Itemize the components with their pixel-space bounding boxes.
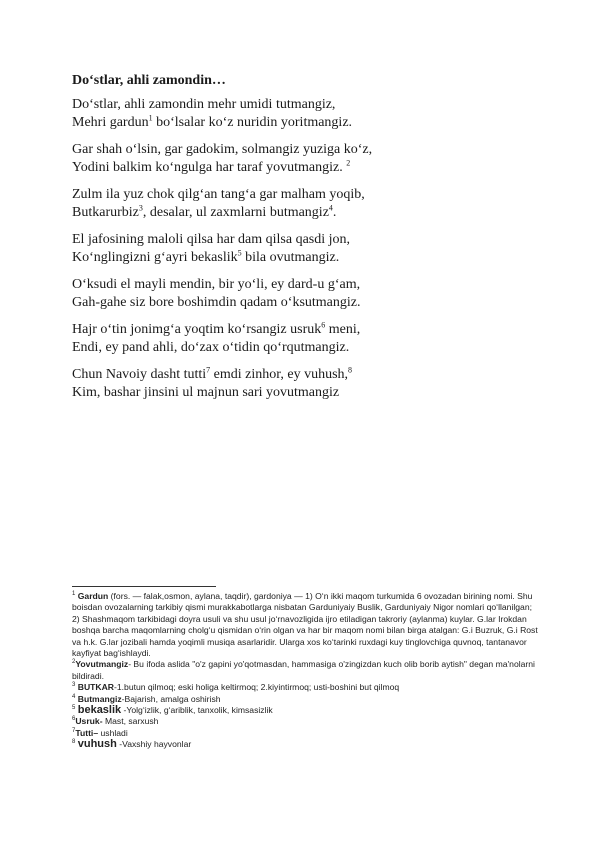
poem-line — [72, 294, 542, 312]
footnote-marker: 2 — [72, 659, 76, 666]
footnote-marker: 4 — [72, 693, 76, 700]
text-segment: Butkarurbiz — [72, 205, 139, 220]
poem-line — [72, 321, 542, 339]
footnote-term: Butmangiz — [77, 693, 122, 704]
text-segment: -Vaxshiy hayvonlar — [116, 739, 192, 750]
poem-stanza — [72, 186, 542, 222]
footnote-term: bekaslik — [77, 704, 122, 717]
footnote — [72, 694, 542, 705]
poem — [72, 72, 542, 411]
footnote-marker: 6 — [321, 320, 326, 330]
text-segment: Endi, ey pand ahli, do‘zax o‘tidin qo‘rqutmangiz. — [72, 340, 350, 355]
text-segment: , desalar, ul zaxmlarni butmangiz — [142, 205, 329, 220]
poem-line — [72, 339, 542, 357]
text-segment: O‘ksudi el mayli mendin, bir yo‘li, ey dard-u g‘am, — [72, 277, 361, 292]
footnote — [72, 728, 542, 739]
poem-title: Do‘stlar, ahli zamondin… — [72, 73, 226, 88]
text-segment: - Bu ifoda aslida "o'z gapini yo'qotmasdan, hammasiga o'zingizdan kuch olib borib aytish" degan ma'nolarni bildiradi. — [72, 659, 535, 681]
text-segment: bila ovutmangiz. — [241, 250, 340, 265]
poem-line — [72, 231, 542, 249]
footnote-marker: 7 — [206, 365, 211, 375]
text-segment: Do‘stlar, ahli zamondin mehr umidi tutmangiz, — [72, 97, 336, 112]
footnote-marker: 2 — [346, 158, 351, 168]
poem-line — [72, 249, 542, 267]
footnote-marker: 5 — [237, 248, 242, 258]
poem-stanzas — [72, 96, 542, 402]
footnote-term: Tutti– — [75, 727, 99, 738]
text-segment: Mehri gardun — [72, 115, 149, 130]
text-segment: Gar shah o‘lsin, gar gadokim, solmangiz yuziga ko‘z, — [72, 142, 373, 157]
footnote-marker: 3 — [72, 682, 76, 689]
footnote-marker: 1 — [72, 591, 76, 598]
footnote-marker: 7 — [72, 728, 76, 735]
poem-stanza — [72, 141, 542, 177]
text-segment: Zulm ila yuz chok qilg‘an tang‘a gar malham yoqib, — [72, 187, 365, 202]
poem-line — [72, 114, 542, 132]
text-segment: Hajr o‘tin jonimg‘a yoqtim ko‘rsangiz usruk — [72, 322, 322, 337]
footnote-separator — [72, 586, 216, 587]
footnote-marker: 4 — [328, 203, 333, 213]
footnote — [72, 705, 542, 716]
footnote — [72, 716, 542, 727]
footnote-marker: 8 — [348, 365, 353, 375]
text-segment: emdi zinhor, ey vuhush, — [210, 367, 349, 382]
footnote-marker: 8 — [72, 739, 76, 746]
text-segment: -1.butun qilmoq; eski holiga keltirmoq; 2.kiyintirmoq; usti-boshini but qilmoq — [114, 682, 400, 693]
footnote-term: vuhush — [77, 738, 117, 751]
footnote — [72, 659, 542, 682]
text-segment: -Bajarish, amalga oshirish — [121, 693, 221, 704]
footnote — [72, 739, 542, 750]
footnote-term: BUTKAR — [77, 682, 115, 693]
poem-line — [72, 384, 542, 402]
footnotes — [72, 591, 542, 751]
poem-stanza — [72, 96, 542, 132]
text-segment: ushladi — [98, 727, 128, 738]
text-segment: bo‘lsalar ko‘z nuridin yoritmangiz. — [152, 115, 353, 130]
text-segment: Kim, bashar jinsini ul majnun sari yovutmangiz — [72, 385, 340, 400]
footnote-marker: 5 — [72, 705, 76, 712]
text-segment: Gah-gahe siz bore boshimdin qadam o‘ksutmangiz. — [72, 295, 361, 310]
poem-stanza — [72, 276, 542, 312]
text-segment: Mast, sarxush — [102, 716, 159, 727]
poem-line — [72, 276, 542, 294]
text-segment: meni, — [325, 322, 361, 337]
poem-stanza — [72, 321, 542, 357]
footnote-term: Gardun — [77, 591, 109, 601]
poem-stanza — [72, 366, 542, 402]
poem-line — [72, 186, 542, 204]
text-segment: Yodini balkim ko‘ngulga har taraf yovutmangiz. — [72, 160, 347, 175]
footnote-marker: 6 — [72, 716, 76, 723]
text-segment: El jafosining maloli qilsa har dam qilsa qasdi jon, — [72, 232, 351, 247]
text-segment: (fors. — falak,osmon, aylana, taqdir), gardoniya — 1) O‘n ikki maqom turkumida 6 ovozadan birining nomi. Shu boisdan ovozalarning tarkibiy qismi murakkabotlarga nisbatan Garduniyaiy Buslik, Garduniyaiy Nigor nomlari qo‘llanilgan; 2) Shashmaqom tarkibidagi doyra usuli va shu usul jo‘rnavozligida ijro etiladigan takroriy (aylanma) kuylar. G.lar Irokdan boshqa barcha maqomlarning cholg‘u qismidan o‘rin olgan va har bir maqom nomi bilan birga atalgan: G.i Buzruk, G.i Rost va h.k. G.lar jozibali hamda yoqimli musiqa asarlaridir. Ularga xos ko‘tarinki ruxdagi kuy tinglovchiga quvnoq, tantanavor kayfiyat bag‘ishlaydi. — [72, 591, 538, 659]
poem-line — [72, 96, 542, 114]
footnote-marker: 1 — [148, 113, 153, 123]
poem-line — [72, 141, 542, 159]
footnote — [72, 591, 542, 659]
poem-line — [72, 159, 542, 177]
poem-line — [72, 366, 542, 384]
text-segment: Ko‘nglingizni g‘ayri bekaslik — [72, 250, 238, 265]
footnote-term: Yovutmangiz — [75, 659, 129, 670]
footnote-marker: 3 — [138, 203, 143, 213]
text-segment: Chun Navoiy dasht tutti — [72, 367, 207, 382]
footnote — [72, 682, 542, 693]
poem-line — [72, 204, 542, 222]
text-segment: . — [332, 205, 337, 220]
footnote-term: Usruk- — [75, 716, 103, 727]
poem-stanza — [72, 231, 542, 267]
text-segment: -Yolg‘izlik, g‘ariblik, tanxolik, kimsasizlik — [121, 705, 273, 716]
